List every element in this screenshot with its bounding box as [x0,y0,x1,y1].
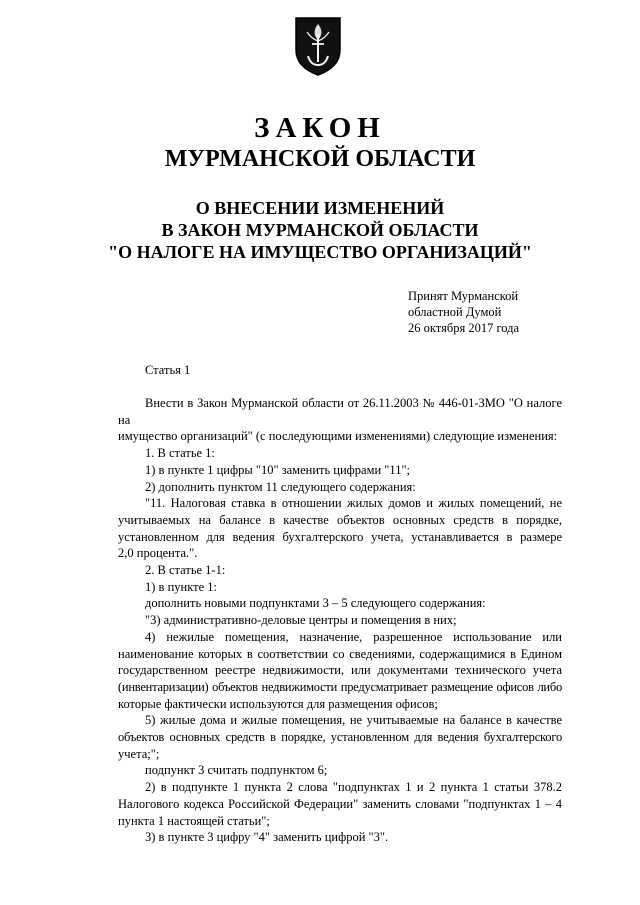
paragraph-line: учитываемых на балансе в качестве объектов основных средств в порядке, [118,512,562,527]
paragraph-line: 2) в подпункте 1 пункта 2 слова "подпунктах 1 и 2 пункта 1 статьи 378.2 [145,780,562,795]
paragraph-line: 2) дополнить пунктом 11 следующего содержания: [145,479,416,494]
paragraph-line: 2. В статье 1-1: [145,563,226,578]
paragraph-line: учета;"; [118,746,160,761]
paragraph-line: имущество организаций" (с последующими изменениями) следующие изменения: [118,429,558,444]
paragraph-line: подпункт 3 считать подпунктом 6; [145,763,328,778]
article-heading-text: Статья 1 [145,363,191,377]
paragraph-line: 1) в пункте 1 цифры "10" заменить цифрами "11"; [145,462,411,477]
paragraph-line: пункта 1 настоящей статьи"; [118,813,270,828]
article-body [118,395,562,846]
adoption-date: 26 октября 2017 года [408,321,520,335]
article-heading [118,362,562,379]
adoption-note-line: областной Думой [408,305,502,319]
paragraph-line: "3) административно-деловые центры и помещения в них; [145,613,457,628]
paragraph-line: 3) в пункте 3 цифру "4" заменить цифрой "3". [145,830,389,845]
law-subtitle-line: "О НАЛОГЕ НА ИМУЩЕСТВО ОРГАНИЗАЦИЙ" [108,242,532,262]
paragraph-line: 5) жилые дома и жилые помещения, не учитываемые на балансе в качестве [145,713,562,728]
paragraph-line: объектов основных средств в порядке, установленном для ведения бухгалтерского [118,730,562,745]
paragraph-line: наименование которых в соответствии со сведениями, содержащимися в Едином [118,646,562,661]
paragraph-line: "11. Налоговая ставка в отношении жилых домов и жилых помещений, не [145,496,562,511]
law-subtitle-line: В ЗАКОН МУРМАНСКОЙ ОБЛАСТИ [161,220,479,240]
adoption-note-line: Принят Мурманской [408,289,519,303]
paragraph-line: 4) нежилые помещения, назначение, разрешенное использование или [145,629,562,644]
law-title: ЗАКОН [254,112,386,144]
adoption-note [408,288,519,336]
paragraph-line: 1) в пункте 1: [145,579,217,594]
region-title: МУРМАНСКОЙ ОБЛАСТИ [164,146,476,172]
paragraph-line: Внести в Закон Мурманской области от 26.11.2003 № 446-01-ЗМО "О налоге на [118,396,562,427]
paragraph-line: 2,0 процента.". [118,546,198,561]
paragraph-line: 1. В статье 1: [145,446,215,461]
paragraph-line: дополнить новыми подпунктами 3 – 5 следующего содержания: [145,596,486,611]
paragraph-line: которые фактически используются для размещения офисов; [118,696,438,711]
paragraph-line: (инвентаризации) объектов недвижимости предусматривает размещение офисов либо [118,679,562,694]
paragraph-line: Налогового кодекса Российской Федерации" заменить словами "подпунктах 1 – 4 [118,796,562,811]
paragraph-line: установленном для ведения бухгалтерского учета, устанавливается в размере [118,529,562,544]
paragraph-line: государственном реестре недвижимости, или документами технического учета [118,663,562,678]
law-subtitle-line: О ВНЕСЕНИИ ИЗМЕНЕНИЙ [195,198,445,218]
murmansk-coat-of-arms-icon [293,14,343,76]
